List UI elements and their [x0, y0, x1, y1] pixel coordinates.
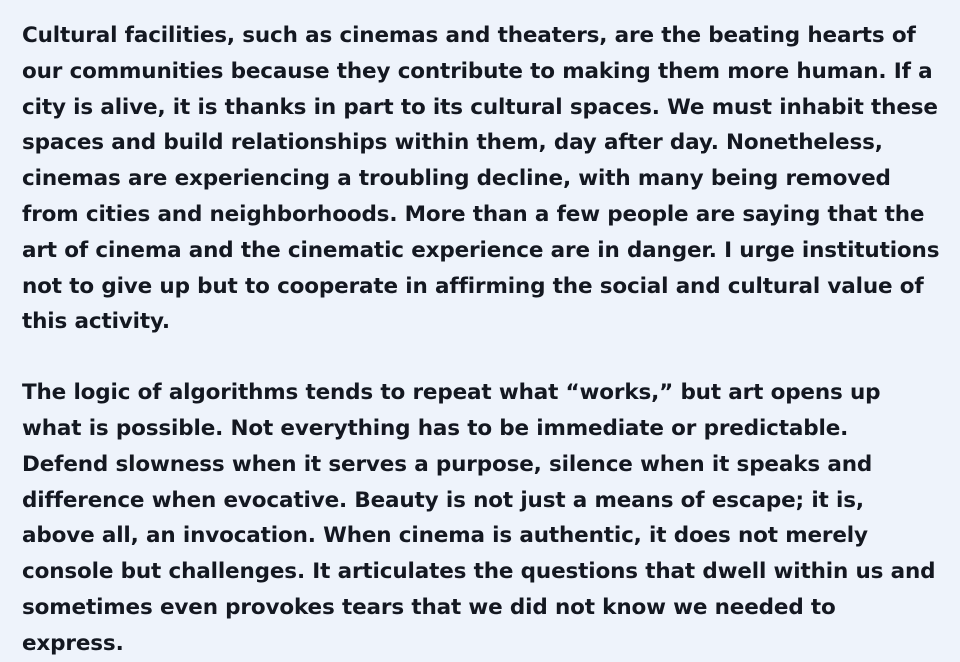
paragraph-1: Cultural facilities, such as cinemas and theaters, are the beating hearts of our communities because they contribute to making them more human. If a city is alive, it is thanks in part to its cultural spaces. We must inhabit these spaces and build relationships within them, day after day. Nonetheless, cinemas are experiencing a troubling decline, with many being removed from cities and neighborhoods. More than a few people are saying that the art of cinema and the cinematic experience are in danger. I urge institutions not to give up but to cooperate in affirming the social and cultural value of this activity.	[22, 23, 940, 335]
paragraph-2: The logic of algorithms tends to repeat what “works,” but art opens up what is possible. Not everything has to be immediate or predictable. Defend slowness when it serves a purpose, silence when it speaks and difference when evocative. Beauty is not just a means of escape; it is, above all, an invocation. When cinema is authentic, it does not merely console but challenges. It articulates the questions that dwell within us and sometimes even provokes tears that we did not know we needed to express.	[22, 380, 936, 656]
